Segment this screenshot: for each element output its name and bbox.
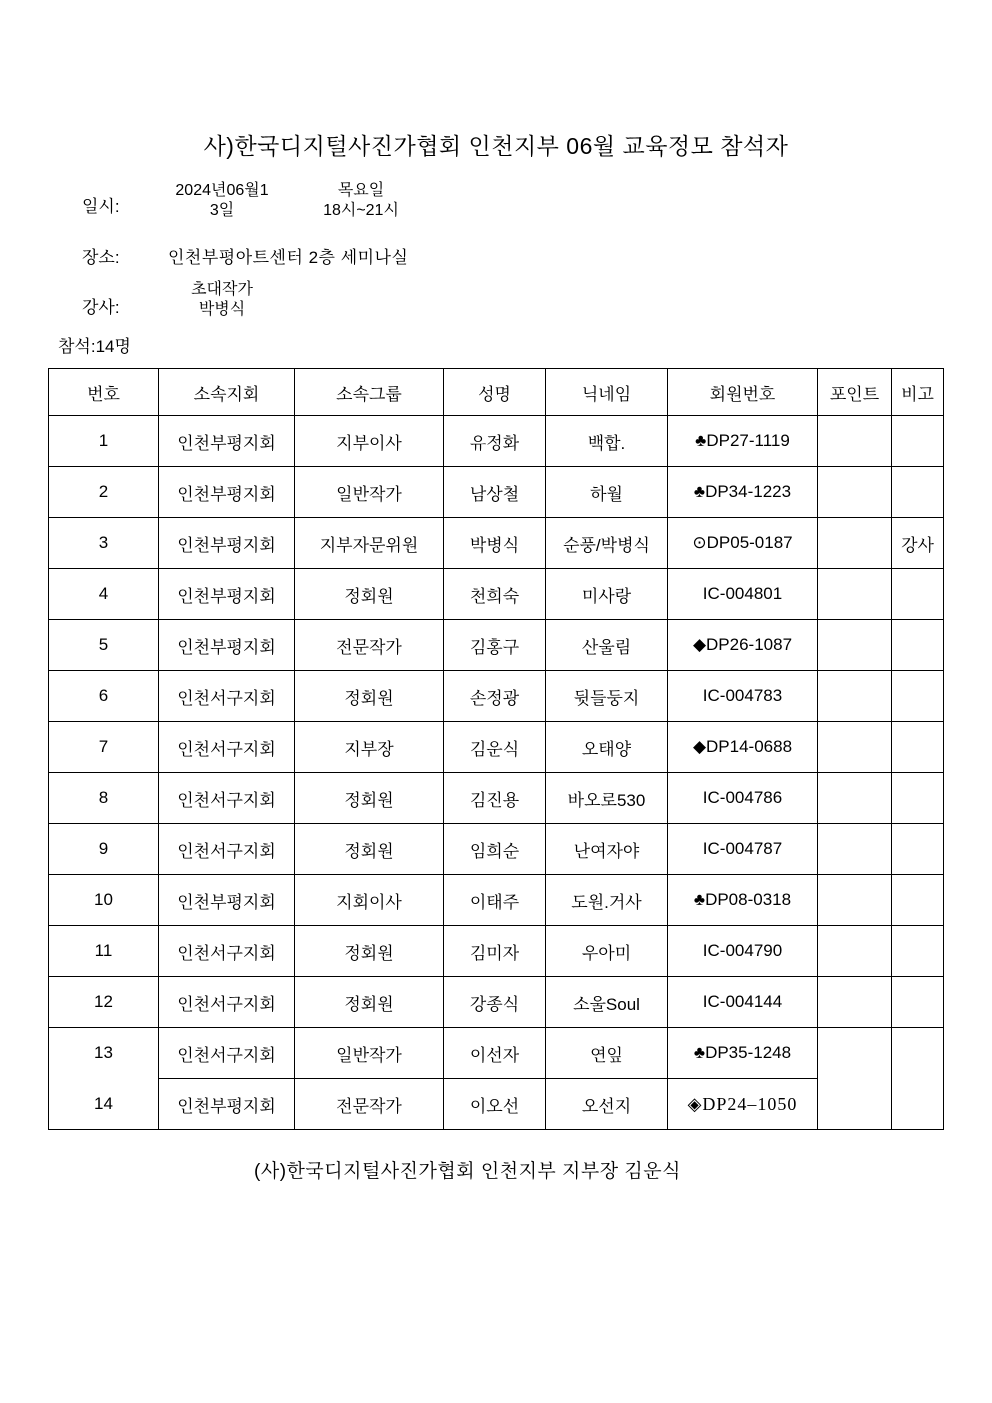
cell-nickname: 우아미: [546, 926, 668, 977]
cell-nickname: 백합.: [546, 416, 668, 467]
cell-note: [892, 569, 944, 620]
cell-member-no: IC-004786: [668, 773, 818, 824]
cell-nickname: 순풍/박병식: [546, 518, 668, 569]
cell-note: [892, 875, 944, 926]
date-value: [152, 181, 292, 221]
table-row: [49, 518, 944, 569]
cell-name: 김운식: [444, 722, 546, 773]
cell-name: 김미자: [444, 926, 546, 977]
cell-branch: 인천서구지회: [159, 824, 295, 875]
cell-branch: 인천부평지회: [159, 569, 295, 620]
cell-branch: 인천서구지회: [159, 773, 295, 824]
column-header-points: 포인트: [818, 369, 892, 416]
cell-name: 천희숙: [444, 569, 546, 620]
cell-no: 14: [49, 1079, 159, 1130]
cell-no: 11: [49, 926, 159, 977]
cell-name: 이선자: [444, 1028, 546, 1079]
table-row: [49, 977, 944, 1028]
cell-group: 지부자문위원: [295, 518, 444, 569]
table-row: [49, 1028, 944, 1079]
cell-note: [892, 977, 944, 1028]
table-row: [49, 875, 944, 926]
cell-branch: 인천부평지회: [159, 518, 295, 569]
cell-group: 지회이사: [295, 875, 444, 926]
table-row: [49, 824, 944, 875]
cell-nickname: 산울림: [546, 620, 668, 671]
cell-no: 4: [49, 569, 159, 620]
cell-points: [818, 977, 892, 1028]
cell-no: 6: [49, 671, 159, 722]
cell-group: 정회원: [295, 569, 444, 620]
cell-name: 남상철: [444, 467, 546, 518]
lecturer-label: 강사:: [82, 298, 120, 317]
cell-nickname: 뒷들둥지: [546, 671, 668, 722]
cell-name: 유정화: [444, 416, 546, 467]
cell-group: 정회원: [295, 671, 444, 722]
column-header-group: 소속그룹: [295, 369, 444, 416]
cell-note: [892, 824, 944, 875]
cell-group: 일반작가: [295, 467, 444, 518]
cell-branch: 인천서구지회: [159, 671, 295, 722]
cell-branch: 인천서구지회: [159, 722, 295, 773]
place-label: 장소:: [82, 248, 120, 267]
cell-nickname: 오태양: [546, 722, 668, 773]
date-label: 일시:: [82, 197, 120, 216]
column-header-no: 번호: [49, 369, 159, 416]
cell-member-no: ◆DP26-1087: [668, 620, 818, 671]
cell-points: [818, 722, 892, 773]
cell-member-no: ◈DP24–1050: [668, 1079, 818, 1130]
cell-note: [892, 416, 944, 467]
cell-no: 12: [49, 977, 159, 1028]
cell-points: [818, 416, 892, 467]
cell-nickname: 소울Soul: [546, 977, 668, 1028]
cell-name: 강종식: [444, 977, 546, 1028]
cell-name: 박병식: [444, 518, 546, 569]
column-header-branch: 소속지회: [159, 369, 295, 416]
cell-points: [818, 467, 892, 518]
attendee-table: [48, 368, 944, 1130]
cell-points: [818, 875, 892, 926]
cell-nickname: 오선지: [546, 1079, 668, 1130]
column-header-member-no: 회원번호: [668, 369, 818, 416]
table-row: [49, 416, 944, 467]
cell-group: 지부장: [295, 722, 444, 773]
cell-member-no: IC-004801: [668, 569, 818, 620]
cell-note: [892, 926, 944, 977]
table-row: [49, 671, 944, 722]
table-row: [49, 620, 944, 671]
cell-no: 5: [49, 620, 159, 671]
cell-note: [892, 467, 944, 518]
cell-group: 정회원: [295, 773, 444, 824]
cell-note: [892, 671, 944, 722]
cell-name: 김홍구: [444, 620, 546, 671]
cell-points: [818, 1079, 892, 1130]
signature-line: (사)한국디지털사진가협회 인천지부 지부장 김운식: [254, 1161, 681, 1182]
cell-group: 전문작가: [295, 620, 444, 671]
day-time-value: [300, 181, 422, 221]
cell-no: 13: [49, 1028, 159, 1079]
cell-name: 김진용: [444, 773, 546, 824]
table-row: [49, 467, 944, 518]
cell-no: 8: [49, 773, 159, 824]
time-value: 18시~21시: [323, 202, 399, 219]
cell-group: 지부이사: [295, 416, 444, 467]
cell-no: 3: [49, 518, 159, 569]
cell-branch: 인천부평지회: [159, 620, 295, 671]
table-row: [49, 569, 944, 620]
table-row: [49, 773, 944, 824]
cell-member-no: IC-004783: [668, 671, 818, 722]
cell-member-no: ♣DP35-1248: [668, 1028, 818, 1079]
document-title: 사)한국디지털사진가협회 인천지부 06월 교육정모 참석자: [203, 133, 789, 159]
cell-member-no: ♣DP08-0318: [668, 875, 818, 926]
cell-no: 9: [49, 824, 159, 875]
cell-no: 1: [49, 416, 159, 467]
column-header-name: 성명: [444, 369, 546, 416]
cell-points: [818, 824, 892, 875]
table-row: [49, 926, 944, 977]
cell-nickname: 바오로530: [546, 773, 668, 824]
cell-note: [892, 722, 944, 773]
cell-points: [818, 1028, 892, 1079]
cell-branch: 인천부평지회: [159, 467, 295, 518]
cell-note: [892, 773, 944, 824]
cell-branch: 인천서구지회: [159, 926, 295, 977]
cell-name: 이오선: [444, 1079, 546, 1130]
table-body: [49, 416, 944, 1130]
table-row: [49, 722, 944, 773]
cell-note: [892, 1079, 944, 1130]
date-value-line1: 2024년06월1: [175, 182, 269, 199]
cell-nickname: 미사랑: [546, 569, 668, 620]
cell-points: [818, 926, 892, 977]
cell-nickname: 하월: [546, 467, 668, 518]
cell-note: [892, 620, 944, 671]
cell-points: [818, 518, 892, 569]
cell-group: 일반작가: [295, 1028, 444, 1079]
cell-nickname: 난여자야: [546, 824, 668, 875]
date-value-line2: 3일: [209, 202, 235, 219]
cell-points: [818, 671, 892, 722]
cell-member-no: ♣DP34-1223: [668, 467, 818, 518]
day-value: 목요일: [337, 182, 385, 199]
cell-no: 7: [49, 722, 159, 773]
cell-nickname: 연잎: [546, 1028, 668, 1079]
table-row: [49, 1079, 944, 1130]
cell-name: 이태주: [444, 875, 546, 926]
cell-note: [892, 1028, 944, 1079]
cell-branch: 인천부평지회: [159, 416, 295, 467]
cell-no: 10: [49, 875, 159, 926]
cell-branch: 인천부평지회: [159, 1079, 295, 1130]
cell-group: 정회원: [295, 926, 444, 977]
cell-no: 2: [49, 467, 159, 518]
place-value: 인천부평아트센터 2층 세미나실: [168, 248, 409, 267]
cell-member-no: ⊙DP05-0187: [668, 518, 818, 569]
cell-group: 전문작가: [295, 1079, 444, 1130]
cell-member-no: ♣DP27-1119: [668, 416, 818, 467]
cell-points: [818, 620, 892, 671]
lecturer-name-line: 박병식: [198, 301, 246, 318]
cell-points: [818, 569, 892, 620]
table-header: [49, 369, 944, 416]
attendance-count: 참석:14명: [58, 337, 131, 356]
cell-member-no: ◆DP14-0688: [668, 722, 818, 773]
cell-branch: 인천서구지회: [159, 1028, 295, 1079]
column-header-note: 비고: [892, 369, 944, 416]
cell-branch: 인천서구지회: [159, 977, 295, 1028]
cell-nickname: 도원.거사: [546, 875, 668, 926]
column-header-nickname: 닉네임: [546, 369, 668, 416]
cell-points: [818, 773, 892, 824]
cell-group: 정회원: [295, 977, 444, 1028]
cell-member-no: IC-004144: [668, 977, 818, 1028]
table-header-row: [49, 369, 944, 416]
cell-name: 임희순: [444, 824, 546, 875]
cell-group: 정회원: [295, 824, 444, 875]
lecturer-value: [152, 280, 292, 320]
cell-note: 강사: [892, 518, 944, 569]
cell-member-no: IC-004787: [668, 824, 818, 875]
lecturer-title-line: 초대작가: [191, 281, 253, 298]
cell-member-no: IC-004790: [668, 926, 818, 977]
cell-branch: 인천부평지회: [159, 875, 295, 926]
cell-name: 손정광: [444, 671, 546, 722]
